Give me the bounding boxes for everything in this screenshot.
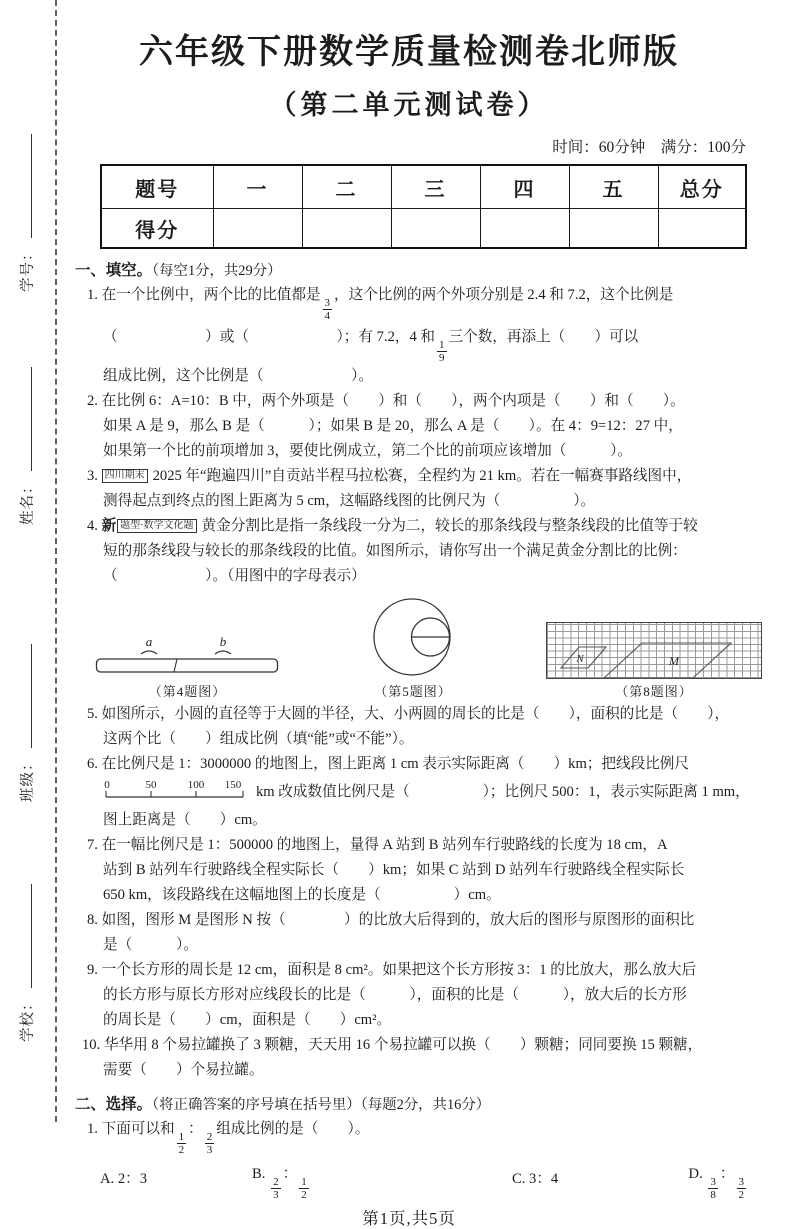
shape-label-n: N <box>576 653 584 666</box>
question-line: 5. 如图所示，小圆的直径等于大圆的半径，大、小两圆的周长的比是（ ），面积的比是（ ）， <box>87 706 730 723</box>
score-cell <box>302 209 391 249</box>
question-7 <box>70 833 748 908</box>
fraction: $\frac{1}{2}$ <box>178 1131 185 1157</box>
fraction: $\frac{3}{4}$ <box>324 297 331 323</box>
section-1-heading: 一、填空。（每空1分，共29分） <box>75 262 282 279</box>
question-line: 测得起点到终点的图上距离为 5 cm，这幅路线图的比例尺为（ ）。 <box>103 493 596 510</box>
choice-question-1 <box>70 1114 748 1200</box>
topic-badge: 题型·数学文化题 <box>117 519 196 533</box>
section-2-heading: 二、选择。（将正确答案的序号填在括号里）（每题2分，共16分） <box>75 1096 491 1114</box>
question-line: 6. 在比例尺是 1：3000000 的地图上，图上距离 1 cm 表示实际距离（ ）km；把线段比例尺 <box>87 756 689 773</box>
figure-line-segment <box>95 634 280 700</box>
question-line: 如果第一个比的前项增加 3，要使比例成立，第二个比的前项应该增加（ ）。 <box>103 443 633 460</box>
line-segment-drawing <box>95 634 280 679</box>
fraction: $\frac{1}{2}$ <box>301 1175 307 1201</box>
grid-drawing <box>546 622 762 679</box>
score-table-header-cell: 二 <box>302 165 391 209</box>
score-row-label: 得分 <box>101 209 213 249</box>
question-5 <box>70 702 748 752</box>
page-number: 第1页,共5页 <box>362 1208 456 1228</box>
segment-label-a: a <box>145 634 153 650</box>
figure-caption: （第8题图） <box>615 684 693 700</box>
question-line: 1. 下面可以和 $\frac{1}{2}$ ： $\frac{2}{3}$ 组成比例的是（ ）。 <box>87 1121 370 1157</box>
circles-drawing <box>368 595 458 679</box>
score-cell <box>213 209 302 249</box>
student-number-field <box>16 135 37 293</box>
class-blank-line <box>21 645 32 749</box>
score-table-header-cell: 一 <box>213 165 302 209</box>
figure-caption: （第4题图） <box>148 684 227 700</box>
binding-margin <box>0 0 57 1122</box>
shape-label-m: M <box>669 654 679 669</box>
question-line: 4. 新 题型·数学文化题 黄金分割比是指一条线段一分为二，较长的那条线段与整条线段的比值等于较 <box>87 518 698 535</box>
question-line: 短的那条线段与较长的那条线段的比值。如图所示，请你写出一个满足黄金分割比的比例： <box>103 543 687 560</box>
question-line: 如果 A 是 9，那么 B 是（ ）；如果 B 是 20，那么 A 是（ ）。在 4：9=12：27 中， <box>103 418 683 435</box>
student-number-label: 学号： <box>20 245 36 292</box>
score-table-header-cell: 总分 <box>658 165 746 209</box>
question-line: 10. 华华用 8 个易拉罐换了 3 颗糖，天天用 16 个易拉罐可以换（ ）颗糖；同同要换 15 颗糖， <box>82 1037 703 1054</box>
school-field <box>16 885 37 1043</box>
question-1 <box>70 280 748 389</box>
option-b: B. $\frac{2}{3}$ ： $\frac{1}{2}$ <box>252 1165 307 1201</box>
question-2 <box>70 389 748 464</box>
figures-row <box>70 595 748 700</box>
question-line: （ ）。（用图中的字母表示） <box>103 568 366 585</box>
question-line: 650 km，该段路线在这幅地图上的长度是（ ）cm。 <box>103 887 501 904</box>
question-line: 1. 在一个比例中，两个比的比值都是 $\frac{3}{4}$ ，这个比例的两个外项分别是 2.4 和 7.2，这个比例是 <box>87 287 674 323</box>
figure-circles <box>368 595 458 700</box>
option-c: C. 3：4 <box>511 1170 559 1187</box>
question-line: 3. 四川期末 2025 年“跑遍四川”自贡站半程马拉松赛，全程约为 21 km。若在一幅赛事路线图中， <box>87 468 692 485</box>
scale-tick-label: 0 <box>104 779 110 792</box>
fraction: $\frac{2}{3}$ <box>273 1175 279 1201</box>
question-line: 9. 一个长方形的周长是 12 cm，面积是 8 cm²。如果把这个长方形按 3：1 的比放大，那么放大后 <box>87 962 697 979</box>
question-line: （ ）或（ ）；有 7.2，4 和 $\frac{1}{9}$ 三个数，再添上（ ）可以 <box>103 329 639 365</box>
section-1-note: （每空1分，共29分） <box>151 263 282 279</box>
score-table-header-cell: 四 <box>480 165 569 209</box>
question-6 <box>70 752 748 833</box>
question-line: 需要（ ）个易拉罐。 <box>103 1062 264 1079</box>
score-table <box>100 164 747 249</box>
question-8 <box>70 908 748 958</box>
question-line: 组成比例，这个比例是（ ）。 <box>103 368 373 385</box>
question-line: 站到 B 站列车行驶路线全程实际长（ ）km；如果 C 站到 D 站列车行驶路线全程实际长 <box>103 862 685 879</box>
school-blank-line <box>21 885 32 989</box>
question-line: 7. 在一幅比例尺是 1：500000 的地图上，量得 A 站到 B 站列车行驶路线的长度为 18 cm，A <box>87 837 668 854</box>
scale-tick-label: 100 <box>187 779 205 792</box>
score-table-header-cell: 题号 <box>101 165 213 209</box>
fraction: $\frac{3}{2}$ <box>738 1175 744 1201</box>
question-line: 2. 在比例 6：A=10：B 中，两个外项是（ ）和（ ），两个内项是（ ）和（ ）。 <box>87 393 685 410</box>
figure-caption: （第5题图） <box>374 684 452 700</box>
linear-scale-bar <box>103 778 253 802</box>
student-number-blank-line <box>21 135 32 239</box>
question-9 <box>70 958 748 1033</box>
fraction: $\frac{3}{8}$ <box>710 1175 716 1201</box>
time-score-info: 时间：60分钟 满分：100分 <box>552 139 746 156</box>
fraction: $\frac{1}{9}$ <box>439 339 445 365</box>
score-cell <box>658 209 746 249</box>
student-name-field <box>16 368 37 526</box>
scale-tick-label: 50 <box>145 779 157 792</box>
scale-tick-label: 150 <box>224 779 242 792</box>
score-cell <box>569 209 658 249</box>
class-label: 班级： <box>20 755 36 802</box>
option-a: A. 2：3 <box>100 1170 148 1187</box>
question-line: 是（ ）。 <box>103 937 198 954</box>
fraction: $\frac{2}{3}$ <box>206 1131 213 1157</box>
question-line: 的周长是（ ）cm，面积是（ ）cm²。 <box>103 1012 392 1029</box>
score-cell <box>391 209 480 249</box>
figure-grid-parallelograms <box>546 622 762 700</box>
page-title: 六年级下册数学质量检测卷北师版 <box>139 34 679 71</box>
question-line: 0 50 100 150 km 改成数值比例尺是（ ）；比例尺 500：1，表示实际距离 1 mm， <box>104 779 750 801</box>
question-line: 的长方形与原长方形对应线段长的比是（ ），面积的比是（ ），放大后的长方形 <box>103 987 687 1004</box>
class-field <box>16 645 37 803</box>
badge-prefix: 新 <box>101 518 117 535</box>
question-line: 这两个比（ ）组成比例（填“能”或“不能”）。 <box>103 731 414 748</box>
score-table-header-row <box>101 165 746 209</box>
score-cell <box>480 209 569 249</box>
page-subtitle: （第二单元测试卷） <box>269 90 549 120</box>
question-3 <box>70 464 748 514</box>
question-line: 图上距离是（ ）cm。 <box>103 812 267 829</box>
score-table-header-cell: 三 <box>391 165 480 209</box>
student-name-blank-line <box>21 368 32 472</box>
school-label: 学校： <box>20 995 36 1042</box>
segment-label-b: b <box>219 634 227 650</box>
student-name-label: 姓名： <box>20 478 36 525</box>
option-d: D. $\frac{3}{8}$ ： $\frac{3}{2}$ <box>688 1165 744 1201</box>
score-table-header-cell: 五 <box>569 165 658 209</box>
source-badge: 四川期末 <box>102 469 148 483</box>
score-table-score-row <box>101 209 746 249</box>
choice-options-row <box>70 1157 748 1201</box>
question-4 <box>70 514 748 589</box>
section-2-note: （将正确答案的序号填在括号里）（每题2分，共16分） <box>151 1097 491 1114</box>
question-line: 8. 如图，图形 M 是图形 N 按（ ）的比放大后得到的，放大后的图形与原图形的面积比 <box>87 912 695 929</box>
question-10 <box>70 1033 748 1083</box>
